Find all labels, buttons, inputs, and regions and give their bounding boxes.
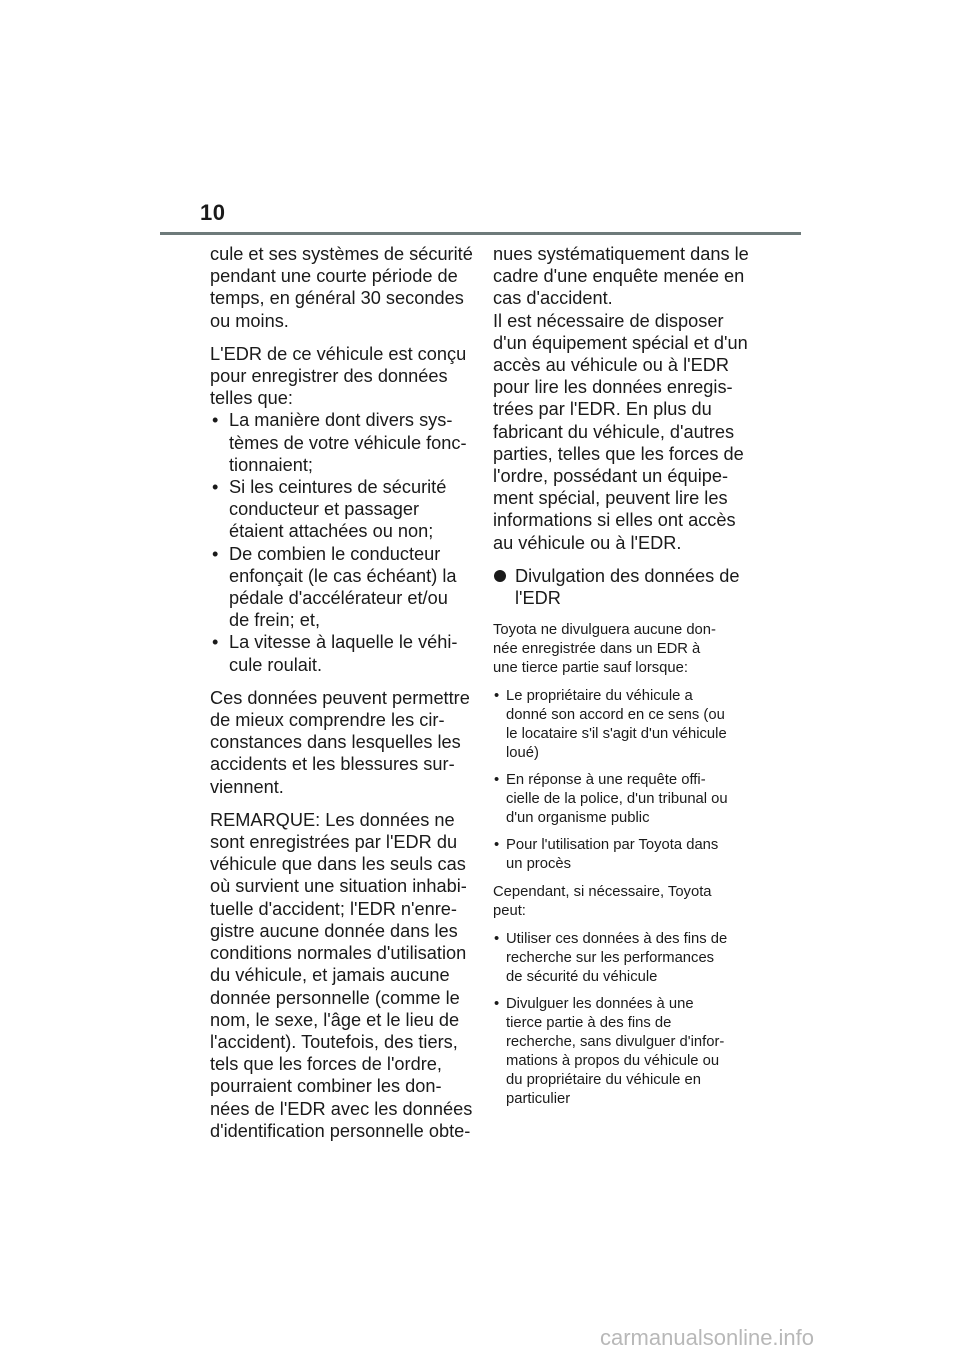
text-line: conditions normales d'utilisation xyxy=(210,943,467,964)
text-line: enfonçait (le cas échéant) la xyxy=(229,565,457,586)
text-line: nées de l'EDR avec les données xyxy=(210,1098,473,1119)
text-line: du véhicule, et jamais aucune xyxy=(210,965,450,986)
list-item xyxy=(210,543,466,632)
text-line: l'EDR xyxy=(515,588,561,609)
text-line: Divulgation des données de xyxy=(515,565,740,586)
text-line: • Divulguer les données à une xyxy=(506,996,694,1013)
text-line: cadre d'une enquête menée en xyxy=(493,266,745,287)
text-line: telles que: xyxy=(210,388,293,409)
text-line: cielle de la police, d'un tribunal ou xyxy=(506,791,728,808)
text-line: • En réponse à une requête offi- xyxy=(506,772,706,789)
text-line: une tierce partie sauf lorsque: xyxy=(493,660,688,677)
text-line: gistre aucune donnée dans les xyxy=(210,920,458,941)
text-line: ment spécial, peuvent lire les xyxy=(493,488,728,509)
text-line: l'accident). Toutefois, des tiers, xyxy=(210,1031,458,1052)
text-line: d'un organisme public xyxy=(506,810,650,827)
text-line: Il est nécessaire de disposer xyxy=(493,310,724,331)
list-item xyxy=(493,995,755,1109)
list-item xyxy=(210,409,466,476)
list-item xyxy=(493,687,755,763)
text-line: conducteur et passager xyxy=(229,499,420,520)
paragraph xyxy=(210,687,470,798)
list-item xyxy=(493,836,755,874)
text-line: tuelle d'accident; l'EDR n'enre- xyxy=(210,898,457,919)
text-line: loué) xyxy=(506,745,539,762)
paragraph xyxy=(210,809,473,1142)
text-line: accès au véhicule ou à l'EDR xyxy=(493,355,729,376)
text-line: où survient une situation inhabi- xyxy=(210,876,467,897)
text-line: • Le propriétaire du véhicule a xyxy=(506,688,693,705)
paragraph xyxy=(210,243,473,332)
text-line: constances dans lesquelles les xyxy=(210,732,461,753)
text-line: pour enregistrer des données xyxy=(210,366,448,387)
text-line: REMARQUE: Les données ne xyxy=(210,809,455,830)
bullet-list xyxy=(493,687,755,874)
text-line: l'ordre, possédant un équipe- xyxy=(493,466,729,487)
paragraph xyxy=(493,883,755,921)
paragraph xyxy=(493,621,755,678)
text-line: trées par l'EDR. En plus du xyxy=(493,399,712,420)
list-item xyxy=(493,771,755,828)
text-line: pourraient combiner les don- xyxy=(210,1076,442,1097)
text-line: Cependant, si nécessaire, Toyota xyxy=(493,884,712,901)
paragraph xyxy=(493,243,755,310)
text-line: cule roulait. xyxy=(229,654,323,675)
text-line: particulier xyxy=(506,1091,571,1108)
list-item xyxy=(210,631,466,675)
text-line: donné son accord en ce sens (ou xyxy=(506,707,725,724)
text-line: un procès xyxy=(506,856,571,873)
text-line: • Utiliser ces données à des fins de xyxy=(506,931,728,948)
text-line: de frein; et, xyxy=(229,610,320,631)
text-line: fabricant du véhicule, d'autres xyxy=(493,421,735,442)
left-column xyxy=(210,243,473,1153)
text-line: tèmes de votre véhicule fonc- xyxy=(229,432,467,453)
text-line: d'identification personnelle obte- xyxy=(210,1120,471,1141)
right-column xyxy=(493,243,755,1118)
list-item xyxy=(210,476,466,543)
section-heading xyxy=(493,565,755,609)
text-line: cule et ses systèmes de sécurité xyxy=(210,244,473,264)
text-line: tels que les forces de l'ordre, xyxy=(210,1054,442,1075)
text-line: sont enregistrées par l'EDR du xyxy=(210,832,458,853)
text-line: d'un équipement spécial et d'un xyxy=(493,332,748,353)
text-line: tionnaient; xyxy=(229,454,313,475)
text-line: • La vitesse à laquelle le véhi- xyxy=(229,632,458,653)
text-line: peut: xyxy=(493,903,526,920)
text-line: recherche sur les performances xyxy=(506,950,715,967)
text-line: L'EDR de ce véhicule est conçu xyxy=(210,343,467,364)
text-line: nues systématiquement dans le xyxy=(493,244,749,264)
text-line: tierce partie à des fins de xyxy=(506,1015,672,1032)
page-number: 10 xyxy=(200,200,226,225)
text-line: • Pour l'utilisation par Toyota dans xyxy=(506,837,719,854)
list-item xyxy=(493,930,755,987)
text-line: Toyota ne divulguera aucune don- xyxy=(493,622,716,639)
text-line: véhicule que dans les seuls cas xyxy=(210,854,466,875)
paragraph xyxy=(493,310,755,554)
bullet-list xyxy=(493,930,755,1109)
text-line: • Si les ceintures de sécurité xyxy=(229,477,447,498)
text-line: de mieux comprendre les cir- xyxy=(210,710,445,731)
header-rule xyxy=(160,232,801,235)
text-line: mations à propos du véhicule ou xyxy=(506,1053,720,1070)
text-line: • De combien le conducteur xyxy=(229,543,441,564)
bullet-dot-icon xyxy=(494,570,506,582)
text-line: cas d'accident. xyxy=(493,288,613,309)
text-line: accidents et les blessures sur- xyxy=(210,754,455,775)
text-line: au véhicule ou à l'EDR. xyxy=(493,532,682,553)
text-line: le locataire s'il s'agit d'un véhicule xyxy=(506,726,727,743)
text-line: ou moins. xyxy=(210,310,289,331)
bullet-list xyxy=(210,409,466,675)
text-line: étaient attachées ou non; xyxy=(229,521,434,542)
text-line: pendant une courte période de xyxy=(210,266,458,287)
text-line: informations si elles ont accès xyxy=(493,510,736,531)
text-line: recherche, sans divulguer d'infor- xyxy=(506,1034,725,1051)
text-line: viennent. xyxy=(210,776,284,797)
small-text-block xyxy=(493,621,755,1109)
text-line: Ces données peuvent permettre xyxy=(210,687,470,708)
text-line: donnée personnelle (comme le xyxy=(210,987,460,1008)
text-line: nom, le sexe, l'âge et le lieu de xyxy=(210,1009,460,1030)
text-line: parties, telles que les forces de xyxy=(493,443,744,464)
text-line: pédale d'accélérateur et/ou xyxy=(229,588,448,609)
text-line: du propriétaire du véhicule en xyxy=(506,1072,701,1089)
text-line: de sécurité du véhicule xyxy=(506,969,658,986)
watermark: carmanualsonline.info xyxy=(600,1325,815,1350)
text-line: temps, en général 30 secondes xyxy=(210,288,464,309)
text-line: née enregistrée dans un EDR à xyxy=(493,641,701,658)
text-line: • La manière dont divers sys- xyxy=(229,410,453,431)
text-line: pour lire les données enregis- xyxy=(493,377,733,398)
paragraph xyxy=(210,343,466,410)
